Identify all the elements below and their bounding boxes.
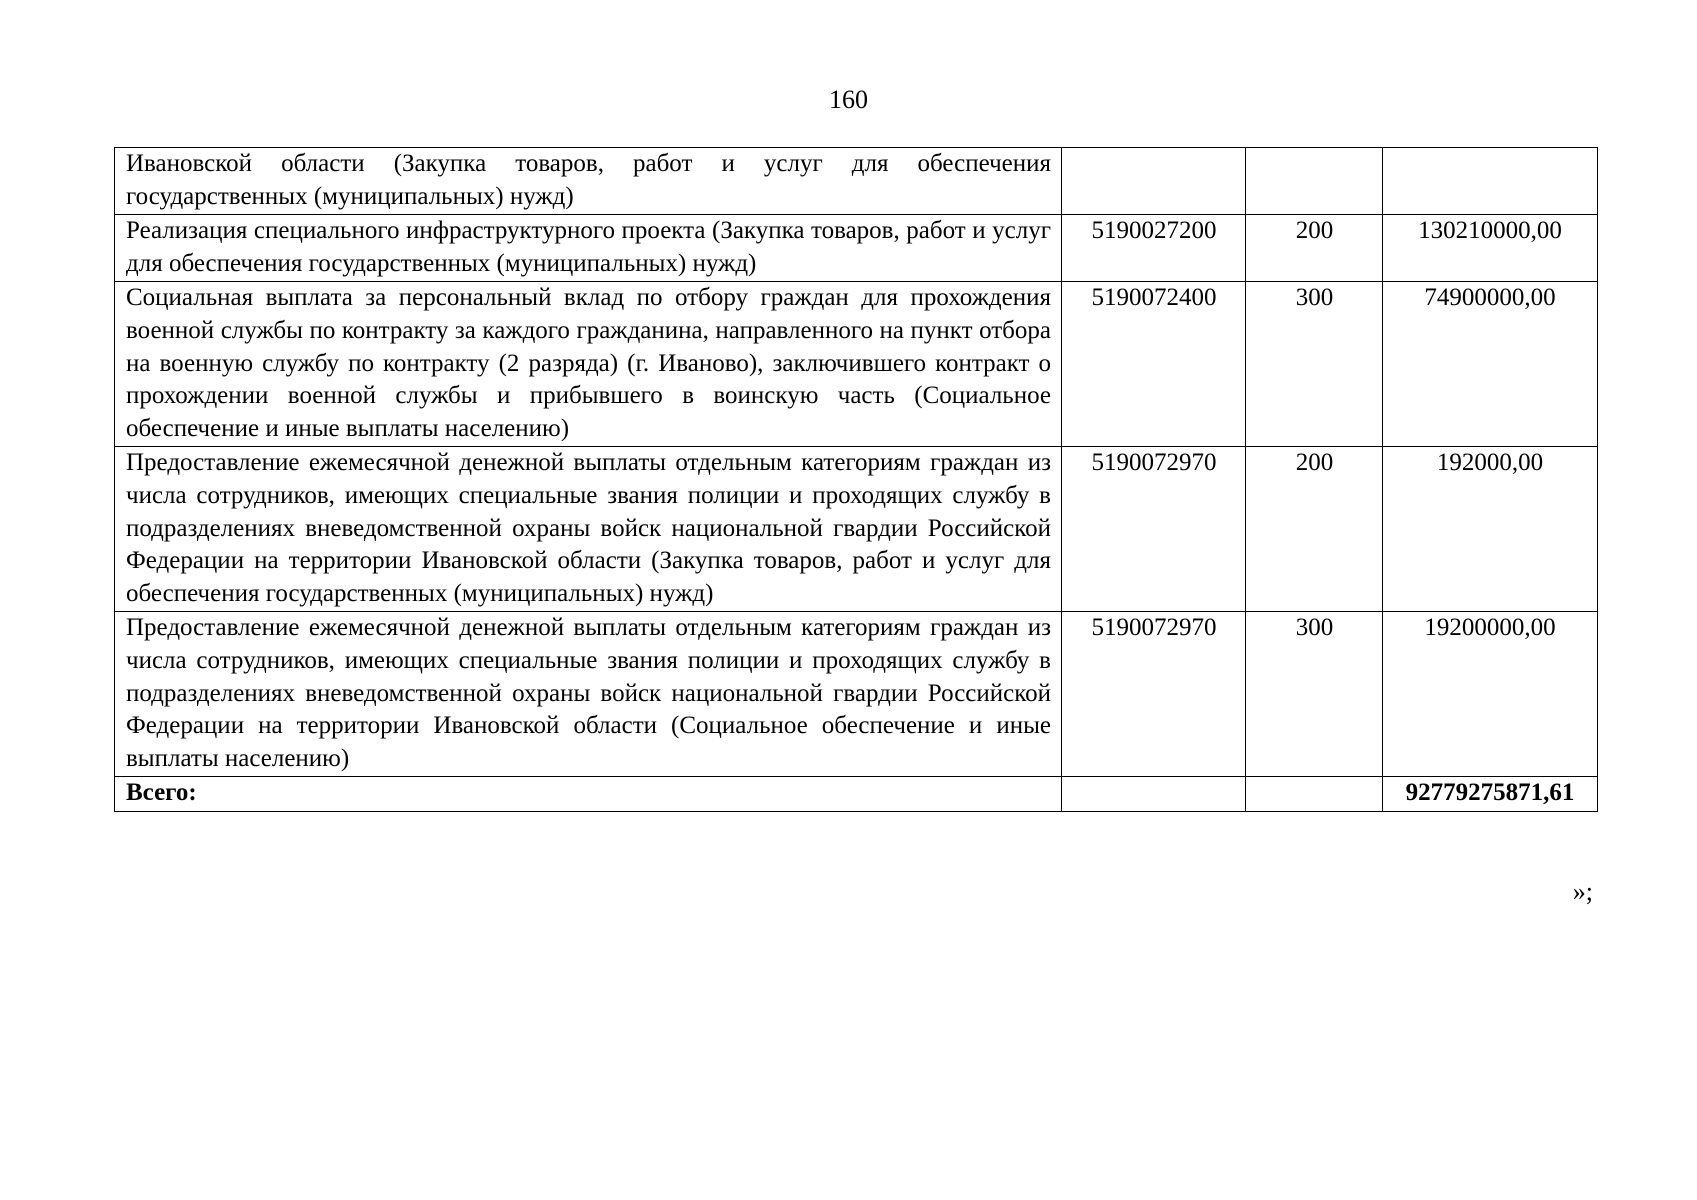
table-row bbox=[115, 447, 1598, 612]
target-article-code-cell bbox=[1062, 148, 1246, 215]
total-csr-cell bbox=[1062, 777, 1246, 812]
expense-type-code-cell: 200 bbox=[1246, 447, 1383, 612]
target-article-code-cell: 5190072400 bbox=[1062, 282, 1246, 447]
expense-name-cell: Реализация специального инфраструктурного проекта (Закупка товаров, работ и услуг для обеспечения государственных (муниципальных) нужд) bbox=[115, 215, 1062, 282]
target-article-code-cell: 5190072970 bbox=[1062, 612, 1246, 777]
table-row bbox=[115, 612, 1598, 777]
expense-type-code-cell bbox=[1246, 148, 1383, 215]
expense-name-cell: Предоставление ежемесячной денежной выплаты отдельным категориям граждан из числа сотрудников, имеющих специальные звания полиции и проходящих службу в подразделениях вневедомственной охраны войск национальной гвардии Российской Федерации на территории Ивановской области (Социальное обеспечение и иные выплаты населению) bbox=[115, 612, 1062, 777]
closing-quote-mark: »; bbox=[1572, 877, 1593, 906]
target-article-code-cell: 5190027200 bbox=[1062, 215, 1246, 282]
table-row bbox=[115, 282, 1598, 447]
amount-cell: 130210000,00 bbox=[1383, 215, 1598, 282]
table-row bbox=[115, 148, 1598, 215]
page-number: 160 bbox=[829, 85, 868, 114]
expense-name-cell: Социальная выплата за персональный вклад по отбору граждан для прохождения военной службы по контракту за каждого гражданина, направленного на пункт отбора на военную службу по контракту (2 разряда) (г. Иваново), заключившего контракт о прохождении военной службы и прибывшего в воинскую часть (Социальное обеспечение и иные выплаты населению) bbox=[115, 282, 1062, 447]
table-row bbox=[115, 215, 1598, 282]
total-row bbox=[115, 777, 1598, 812]
expense-type-code-cell: 300 bbox=[1246, 612, 1383, 777]
amount-cell bbox=[1383, 148, 1598, 215]
total-label: Всего: bbox=[115, 777, 1062, 812]
expense-type-code-cell: 300 bbox=[1246, 282, 1383, 447]
amount-cell: 192000,00 bbox=[1383, 447, 1598, 612]
amount-cell: 74900000,00 bbox=[1383, 282, 1598, 447]
target-article-code-cell: 5190072970 bbox=[1062, 447, 1246, 612]
total-amount: 92779275871,61 bbox=[1383, 777, 1598, 812]
expense-type-code-cell: 200 bbox=[1246, 215, 1383, 282]
expense-name-cell: Ивановской области (Закупка товаров, работ и услуг для обеспечения государственных (муниципальных) нужд) bbox=[115, 148, 1062, 215]
budget-table bbox=[114, 147, 1598, 812]
total-vr-cell bbox=[1246, 777, 1383, 812]
amount-cell: 19200000,00 bbox=[1383, 612, 1598, 777]
expense-name-cell: Предоставление ежемесячной денежной выплаты отдельным категориям граждан из числа сотрудников, имеющих специальные звания полиции и проходящих службу в подразделениях вневедомственной охраны войск национальной гвардии Российской Федерации на территории Ивановской области (Закупка товаров, работ и услуг для обеспечения государственных (муниципальных) нужд) bbox=[115, 447, 1062, 612]
